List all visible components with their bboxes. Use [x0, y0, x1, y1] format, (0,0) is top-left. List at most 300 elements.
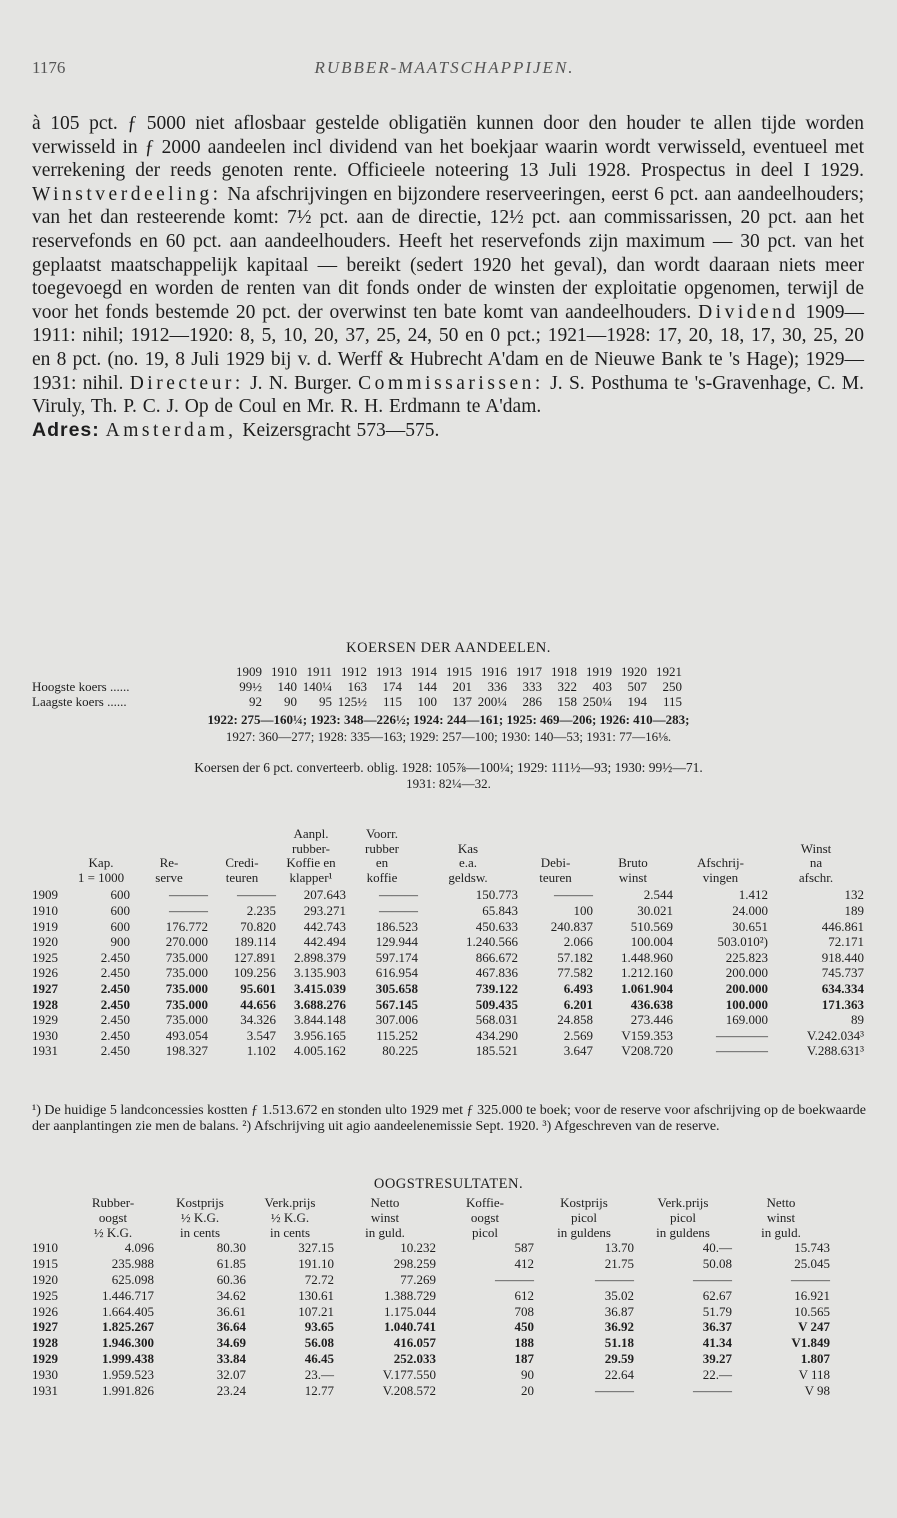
financials-header-cell: rubber- [292, 840, 330, 856]
oogst-header-cell: Netto [370, 1195, 400, 1210]
financials-cell: 442.494 [303, 934, 346, 950]
financials-cell: 200.000 [725, 980, 768, 996]
oogst-cell: 1.946.300 [102, 1335, 154, 1351]
oogst-cell: 416.057 [393, 1335, 436, 1351]
winstverdeeling-text: Na afschrijvingen en bijzondere reserveeringen, eerst 6 pct. aan aandeelhouders; van het dan resteerende komt: 7½ pct. aan de directie, 12½ pct. aan commissarissen, 20 pct. aan het reservefonds en 60 pct. aan aandeelhouders. Heeft het reservefonds zijn maximum — 30 pct. van het geplaatst maatschappelijk kapitaal — bereikt (sedert 1920 het geval), dan wordt daaraan niets meer toegevoegd en worden de renten van dit fonds onder de winsten der exploitatie opgenomen, terwijl de voor het fonds bestemde 20 pct. der overwinst ten bate komt van aandeelhouders. [32, 183, 864, 323]
winstverdeeling-label: Winstverdeeling: [32, 183, 222, 205]
koersen-cell: 140¼ [302, 679, 332, 694]
financials-header-cell: e.a. [458, 855, 478, 871]
financials-row [32, 950, 864, 966]
oogst-header-cell: oogst [98, 1209, 128, 1225]
financials-cell: 3.547 [246, 1027, 276, 1043]
financials-header-cell: Credi- [225, 855, 259, 871]
financials-cell: 171.363 [821, 996, 864, 1012]
financials-cell: 2.898.379 [294, 949, 346, 965]
financials-cell: 735.000 [165, 965, 208, 981]
financials-cell: 129.944 [375, 934, 418, 950]
page-header [32, 58, 857, 82]
oogst-cell: 450 [514, 1319, 534, 1335]
financials-cell: 567.145 [375, 996, 418, 1012]
financials-cell: 900 [110, 934, 130, 950]
oogst-cell: 36.37 [702, 1319, 732, 1335]
dividend-label: Dividend [698, 301, 799, 323]
adres-street: Keizersgracht 573—575. [242, 419, 440, 441]
oogst-row [32, 1304, 830, 1320]
oogst-cell: 1.175.044 [384, 1303, 436, 1319]
financials-cell: 100.000 [725, 996, 768, 1012]
oogst-year: 1930 [32, 1366, 58, 1382]
oogst-cell: 1.388.729 [384, 1287, 436, 1303]
oogst-cell: ——— [693, 1382, 732, 1398]
oogst-cell: 34.69 [216, 1335, 246, 1351]
financials-cell: 597.174 [375, 949, 418, 965]
oogst-cell: 587 [514, 1240, 534, 1256]
financials-cell: V.242.034³ [806, 1027, 864, 1043]
financials-header-cell: Kap. [88, 855, 114, 871]
oogst-cell: V 247 [798, 1319, 830, 1335]
oogst-cell: 252.033 [393, 1350, 436, 1366]
financials-header-cell: Aanpl. [293, 826, 329, 841]
koersen-year: 1918 [551, 664, 577, 679]
oogst-cell: 612 [514, 1287, 534, 1303]
financials-cell: 600 [110, 918, 130, 934]
financials-cell: 198.327 [165, 1043, 208, 1059]
oogst-cell: 4.096 [124, 1240, 154, 1256]
oogst-row [32, 1383, 830, 1399]
financials-header-row [32, 827, 864, 842]
oogst-cell: 36.64 [216, 1319, 246, 1335]
financials-year: 1928 [32, 996, 58, 1012]
adres-city: Amsterdam, [105, 419, 237, 441]
oogst-header-cell: Netto [766, 1195, 796, 1210]
financials-cell: 509.435 [475, 996, 518, 1012]
koersen-cell: 140 [277, 679, 297, 694]
financials-header-row [32, 842, 864, 857]
oogst-cell: 23.— [304, 1366, 334, 1382]
oogst-header-cell: ½ K.G. [93, 1224, 133, 1240]
financials-header-cell: vingen [702, 869, 739, 885]
dividend-text: 1909—1911: nihil; 1912—1920: 8, 5, 10, 20, 37, 25, 24, 50 en 0 pct.; 1921—1928: 17, 20, 18, 17, 30, 25, 20 en 8 pct. (no. 19, 8 Juli 1929 bij v. d. Werff & Hubrecht A'dam en de Nieuwe Bank te 's Hage); 1929—1931: nihil. [32, 301, 865, 394]
financials-cell: 100.004 [630, 934, 673, 950]
oogst-header-cell: in cents [269, 1224, 311, 1240]
oogst-row [32, 1240, 830, 1256]
koersen-year: 1909 [236, 664, 262, 679]
financials-cell: 2.450 [100, 1027, 130, 1043]
financials-cell: 3.956.165 [294, 1027, 346, 1043]
financials-cell: 186.523 [375, 918, 418, 934]
financials-cell: 34.326 [240, 1012, 276, 1028]
financials-header-cell: na [809, 855, 823, 871]
financials-year: 1909 [32, 887, 58, 903]
oogst-header-cell: Kostprijs [560, 1195, 608, 1210]
koersen-year: 1917 [516, 664, 542, 679]
financials-cell: 2.450 [100, 949, 130, 965]
financials-year: 1926 [32, 965, 58, 981]
obligaties-koersen: Koersen der 6 pct. converteerb. oblig. 1928: 105⅞—100¼; 1929: 111½—93; 1930: 99½—71. [194, 760, 703, 775]
financials-cell: 70.820 [240, 918, 276, 934]
financials-cell: 30.021 [637, 902, 673, 918]
financials-cell: 65.843 [482, 902, 518, 918]
oogst-cell: ——— [495, 1271, 534, 1287]
financials-header-cell [130, 842, 208, 857]
koersen-cell: 250 [662, 679, 682, 694]
financials-header-cell: Winst [800, 840, 832, 856]
financials-cell: 493.054 [165, 1027, 208, 1043]
financials-cell: ——— [379, 887, 418, 903]
oogst-title: OOGSTRESULTATEN. [373, 1176, 524, 1192]
commissarissen-text: J. S. Posthuma te 's-Gravenhage, C. M. Viruly, Th. P. C. J. Op de Coul en Mr. R. H. Erdmann te A'dam. [32, 372, 865, 418]
oogst-cell: 21.75 [604, 1256, 634, 1272]
oogst-header-cell: picol [472, 1224, 498, 1240]
koersen-line-1922: 1922: 275—160¼; 1923: 348—226½; 1924: 244—161; 1925: 469—206; 1926: 410—283; [207, 712, 690, 727]
oogst-year: 1926 [32, 1303, 58, 1319]
footnotes: ¹) De huidige 5 landconcessies kostten ƒ 1.513.672 en stonden ulto 1929 met ƒ 325.000 te boek; voor de reserve voor afschrijving op de boekwaarde der aanplantingen zie men de balans. ²) Afschrijving uit agio aandeelenemissie Sept. 1920. ³) Afgeschreven van de reserve. [32, 1103, 866, 1134]
koersen-cell: 507 [627, 679, 647, 694]
koersen-cell: 163 [347, 679, 367, 694]
financials-cell: 1.061.904 [621, 980, 673, 996]
financials-year: 1930 [32, 1027, 58, 1043]
financials-header-cell [593, 842, 673, 857]
financials-cell: 6.493 [563, 980, 593, 996]
oogst-cell: V.177.550 [382, 1366, 436, 1382]
page-number: 1176 [32, 58, 66, 77]
oogst-header-cell: Kostprijs [176, 1195, 224, 1210]
financials-row [32, 934, 864, 950]
financials-cell: 450.633 [475, 918, 518, 934]
adres-label: Adres: [32, 418, 100, 441]
financials-cell: 89 [851, 1012, 864, 1028]
oogst-row [32, 1256, 830, 1272]
financials-year: 1910 [32, 902, 58, 918]
financials-header-cell [418, 827, 518, 842]
oogst-header-cell [32, 1226, 72, 1241]
financials-cell: 240.837 [550, 918, 593, 934]
financials-cell: 200.000 [725, 965, 768, 981]
financials-header-cell [673, 827, 768, 842]
financials-year: 1920 [32, 934, 58, 950]
oogst-cell: 1.999.438 [102, 1350, 154, 1366]
financials-header-cell [72, 842, 130, 857]
oogst-cell: 32.07 [216, 1366, 246, 1382]
oogst-cell: 188 [514, 1335, 534, 1351]
obligaties-koersen-1931: 1931: 82¼—32. [406, 776, 491, 791]
financials-row [32, 1028, 864, 1044]
financials-header-cell: Re- [159, 855, 179, 871]
financials-cell: 442.743 [303, 918, 346, 934]
oogst-cell: 20 [521, 1382, 534, 1398]
financials-header-cell: 1 = 1000 [77, 869, 125, 885]
oogst-cell: ——— [595, 1271, 634, 1287]
koersen-year: 1913 [376, 664, 402, 679]
financials-cell: 1.102 [246, 1043, 276, 1059]
financials-cell: 225.823 [725, 949, 768, 965]
oogst-row [32, 1288, 830, 1304]
koersen-year: 1920 [621, 664, 647, 679]
financials-year: 1925 [32, 949, 58, 965]
financials-cell: 1.412 [738, 887, 768, 903]
financials-header-cell: winst [618, 869, 648, 885]
oogst-cell: 10.565 [794, 1303, 830, 1319]
financials-cell: 132 [844, 887, 864, 903]
oogst-cell: 50.08 [702, 1256, 732, 1272]
financials-year: 1919 [32, 918, 58, 934]
financials-cell: 4.005.162 [294, 1043, 346, 1059]
oogst-cell: 40.— [702, 1240, 732, 1256]
financials-table [32, 827, 864, 1059]
koersen-table [32, 664, 682, 709]
financials-cell: 115.252 [376, 1027, 418, 1043]
oogst-cell: 708 [514, 1303, 534, 1319]
oogst-cell: 60.36 [216, 1271, 246, 1287]
oogst-header-cell: in guld. [365, 1224, 405, 1240]
oogst-row [32, 1319, 830, 1335]
koersen-row-label: Laagste koers ...... [32, 694, 127, 709]
financials-row [32, 903, 864, 919]
financials-cell: 735.000 [165, 949, 208, 965]
oogst-year: 1915 [32, 1256, 58, 1272]
koersen-cell: 115 [382, 694, 402, 709]
koersen-year: 1915 [446, 664, 472, 679]
financials-cell: 3.647 [563, 1043, 593, 1059]
oogst-cell: V 118 [798, 1366, 830, 1382]
koersen-cell: 137 [452, 694, 472, 709]
financials-cell: ——— [237, 887, 276, 903]
oogst-cell: 130.61 [298, 1287, 334, 1303]
financials-row [32, 965, 864, 981]
financials-header-cell [130, 827, 208, 842]
financials-cell: 3.688.276 [294, 996, 346, 1012]
koersen-year: 1914 [411, 664, 437, 679]
oogst-cell: ——— [595, 1382, 634, 1398]
financials-cell: 2.450 [100, 980, 130, 996]
oogst-cell: 41.34 [702, 1335, 732, 1351]
financials-cell: V159.353 [621, 1027, 673, 1043]
koersen-year: 1910 [271, 664, 297, 679]
oogst-cell: 1.446.717 [102, 1287, 154, 1303]
oogst-cell: 191.10 [298, 1256, 334, 1272]
financials-header-cell [32, 871, 72, 888]
financials-header-cell [72, 827, 130, 842]
oogst-row [32, 1351, 830, 1367]
oogst-cell: 61.85 [216, 1256, 246, 1272]
oogst-cell: ——— [791, 1271, 830, 1287]
financials-cell: 467.836 [475, 965, 518, 981]
koersen-cell: 90 [284, 694, 297, 709]
financials-cell: 1.212.160 [621, 965, 673, 981]
oogst-cell: 90 [521, 1366, 534, 1382]
koersen-cell: 322 [557, 679, 577, 694]
financials-cell: ——— [379, 902, 418, 918]
financials-cell: ——— [554, 887, 593, 903]
financials-year: 1927 [32, 980, 58, 996]
financials-cell: 293.271 [303, 902, 346, 918]
oogst-header-cell: in guldens [557, 1224, 611, 1240]
financials-cell: 2.235 [246, 902, 276, 918]
oogst-header-cell: Verk.prijs [657, 1195, 709, 1210]
oogst-cell: 46.45 [304, 1350, 334, 1366]
financials-cell: 2.450 [100, 1012, 130, 1028]
oogst-cell: 36.92 [604, 1319, 634, 1335]
financials-cell: 600 [110, 902, 130, 918]
financials-cell: 44.656 [240, 996, 276, 1012]
koersen-cell: 100 [417, 694, 437, 709]
description-paragraph [32, 112, 864, 419]
oogst-cell: 13.70 [604, 1240, 634, 1256]
financials-cell: ———— [716, 1027, 768, 1043]
financials-header-cell [593, 827, 673, 842]
financials-header-cell [518, 827, 593, 842]
oogst-cell: 22.— [702, 1366, 732, 1382]
financials-cell: 95.601 [240, 980, 276, 996]
koersen-cell: 125½ [337, 694, 367, 709]
oogst-year: 1931 [32, 1382, 58, 1398]
oogst-cell: 56.08 [304, 1335, 334, 1351]
financials-row [32, 981, 864, 997]
financials-row [32, 887, 864, 903]
financials-cell: 6.201 [563, 996, 593, 1012]
financials-cell: 436.638 [630, 996, 673, 1012]
financials-header-cell [768, 827, 864, 842]
oogst-cell: 23.24 [216, 1382, 246, 1398]
financials-cell: 600 [110, 887, 130, 903]
koersen-cell: 92 [249, 694, 262, 709]
directeur-label: Directeur: [129, 372, 244, 394]
financials-header-cell: en [375, 855, 389, 871]
koersen-year: 1919 [586, 664, 612, 679]
oogst-cell: 235.988 [111, 1256, 154, 1272]
financials-cell: 2.544 [643, 887, 673, 903]
oogst-year: 1910 [32, 1240, 58, 1256]
financials-cell: 2.450 [100, 996, 130, 1012]
oogst-cell: V.208.572 [382, 1382, 436, 1398]
financials-cell: ———— [716, 1043, 768, 1059]
oogst-cell: 1.807 [800, 1350, 830, 1366]
oogst-year: 1928 [32, 1335, 58, 1351]
koersen-year: 1916 [481, 664, 507, 679]
financials-cell: 745.737 [821, 965, 864, 981]
financials-cell: ——— [169, 887, 208, 903]
oogst-year: 1920 [32, 1271, 58, 1287]
koersen-line-1927: 1927: 360—277; 1928: 335—163; 1929: 257—100; 1930: 140—53; 1931: 77—16⅛. [225, 729, 672, 744]
oogst-header-cell [32, 1196, 72, 1211]
oogst-year: 1925 [32, 1287, 58, 1303]
financials-header-cell: Debi- [540, 855, 571, 871]
financials-header-row [32, 856, 864, 871]
financials-header-cell: klapper¹ [289, 869, 333, 885]
oogst-header-cell: Koffie- [465, 1195, 505, 1210]
financials-cell: 1.448.960 [621, 949, 673, 965]
financials-cell: V.288.631³ [806, 1043, 864, 1059]
oogst-header-row [32, 1211, 830, 1226]
financials-cell: 3.135.903 [294, 965, 346, 981]
oogst-header-cell: ½ K.G. [180, 1209, 220, 1225]
oogst-cell: 412 [514, 1256, 534, 1272]
koersen-cell: 144 [417, 679, 437, 694]
financials-header-cell: Afschrij- [697, 855, 744, 871]
koersen-corner [32, 664, 227, 679]
financials-header-row [32, 871, 864, 888]
financials-cell: 270.000 [165, 934, 208, 950]
financials-year: 1931 [32, 1043, 58, 1059]
financials-header-cell: geldsw. [448, 869, 488, 885]
directeur-text: J. N. Burger. [250, 372, 352, 394]
oogst-row [32, 1367, 830, 1383]
oogst-cell: V1.849 [791, 1335, 830, 1351]
financials-cell: 57.182 [557, 949, 593, 965]
oogst-cell: 33.84 [216, 1350, 246, 1366]
koersen-cell: 194 [627, 694, 647, 709]
financials-cell: 568.031 [475, 1012, 518, 1028]
financials-header-cell [32, 856, 72, 871]
financials-header-cell: serve [155, 869, 183, 885]
financials-header-cell [32, 827, 72, 842]
koersen-cell: 200¼ [477, 694, 507, 709]
financials-header-cell [32, 842, 72, 857]
koersen-year: 1921 [656, 664, 682, 679]
oogst-row [32, 1335, 830, 1351]
financials-cell: V208.720 [621, 1043, 673, 1059]
oogst-cell: V 98 [804, 1382, 830, 1398]
financials-cell: 307.006 [375, 1012, 418, 1028]
oogst-year: 1927 [32, 1319, 58, 1335]
oogst-cell: 62.67 [702, 1287, 732, 1303]
oogst-header-cell: in cents [179, 1224, 221, 1240]
oogst-header-cell: winst [370, 1209, 400, 1225]
oogst-cell: 12.77 [304, 1382, 334, 1398]
oogst-cell: 51.79 [702, 1303, 732, 1319]
financials-row [32, 1043, 864, 1059]
financials-header-cell: koffie [366, 869, 398, 885]
financials-cell: 127.891 [233, 949, 276, 965]
financials-cell: 2.450 [100, 965, 130, 981]
oogst-header-cell: in guld. [761, 1224, 801, 1240]
financials-cell: 735.000 [165, 1012, 208, 1028]
koersen-cell: 95 [319, 694, 332, 709]
oogst-cell: 72.72 [304, 1271, 334, 1287]
koersen-year: 1911 [306, 664, 332, 679]
financials-cell: 169.000 [725, 1012, 768, 1028]
koersen-cell: 99½ [239, 679, 262, 694]
oogst-table [32, 1196, 830, 1398]
koersen-row [32, 679, 682, 694]
financials-header-cell: Bruto [618, 855, 648, 871]
koersen-cell: 403 [592, 679, 612, 694]
oogst-cell: 1.664.405 [102, 1303, 154, 1319]
oogst-cell: 625.098 [111, 1271, 154, 1287]
koersen-cell: 250¼ [582, 694, 612, 709]
oogst-cell: ——— [693, 1271, 732, 1287]
financials-cell: 185.521 [475, 1043, 518, 1059]
financials-cell: 434.290 [475, 1027, 518, 1043]
financials-cell: 189.114 [234, 934, 276, 950]
oogst-row [32, 1272, 830, 1288]
koersen-year-row [32, 664, 682, 679]
financials-header-cell: Kas [457, 840, 479, 856]
financials-header-cell [518, 842, 593, 857]
koersen-cell: 174 [382, 679, 402, 694]
obligaties-text: à 105 pct. ƒ 5000 niet aflosbaar gestelde obligatiën kunnen door den houder te allen tijde worden verwisseld in ƒ 2000 aandeelen incl dividend van het boekjaar waarin wordt verwisseld, eventueel met verrekening der reeds genoten rente. Officieele noteering 13 Juli 1928. Prospectus in deel I 1929. [32, 113, 864, 182]
oogst-cell: 51.18 [604, 1335, 634, 1351]
financials-cell: 634.334 [821, 980, 864, 996]
oogst-cell: 10.232 [400, 1240, 436, 1256]
oogst-cell: 34.62 [216, 1287, 246, 1303]
financials-cell: 24.000 [732, 902, 768, 918]
oogst-header-cell: picol [571, 1209, 597, 1225]
oogst-cell: 187 [514, 1350, 534, 1366]
financials-cell: 2.569 [563, 1027, 593, 1043]
oogst-header-cell: oogst [470, 1209, 500, 1225]
koersen-cell: 333 [522, 679, 542, 694]
